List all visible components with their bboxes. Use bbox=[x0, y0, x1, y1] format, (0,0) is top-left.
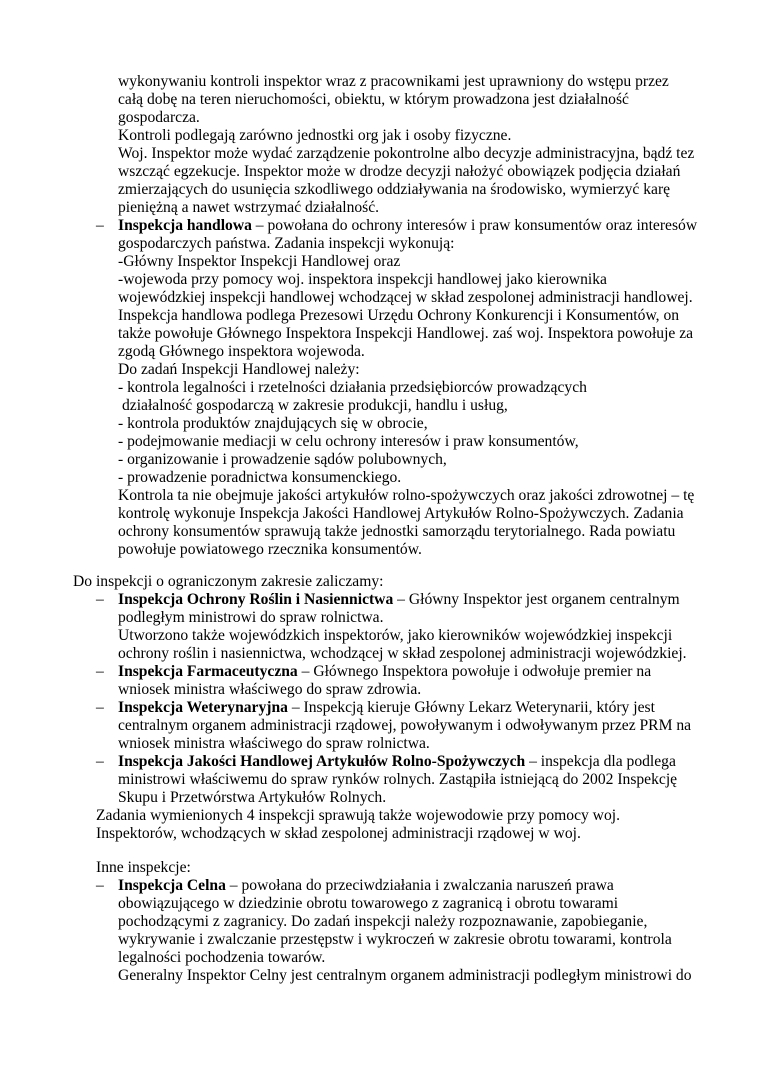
text-line: wszcząć egzekucje. Inspektor może w drodze decyzji nałożyć obowiązek podjęcia działań bbox=[118, 163, 681, 180]
text-run: – Głównego Inspektora powołuje i odwołuje premier na bbox=[301, 663, 652, 680]
text-line: wykonywaniu kontroli inspektor wraz z pracownikami jest uprawniony do wstępu przez bbox=[118, 73, 669, 90]
text-line: Kontrola ta nie obejmuje jakości artykułów rolno-spożywczych oraz jakości zdrowotnej – tę bbox=[118, 487, 695, 504]
text-line: kontrolę wykonuje Inspekcja Jakości Handlowej Artykułów Rolno-Spożywczych. Zadania bbox=[118, 505, 684, 522]
text-line: wniosek ministra właściwego do spraw rolnictwa. bbox=[118, 735, 430, 752]
text-line: Inspekcja handlowa podlega Prezesowi Urzędu Ochrony Konkurencji i Konsumentów, on bbox=[118, 307, 680, 324]
text-line: obowiązującego w dziedzinie obrotu towarowego z zagranicą i obrotu towarami bbox=[118, 895, 619, 912]
bold-term: Inspekcja Ochrony Roślin i Nasiennictwa bbox=[118, 591, 394, 608]
text-line: - podejmowanie mediacji w celu ochrony interesów i praw konsumentów, bbox=[118, 433, 579, 450]
text-line: - organizowanie i prowadzenie sądów polubownych, bbox=[118, 451, 447, 468]
list-bullet: – bbox=[96, 217, 104, 234]
list-bullet: – bbox=[96, 753, 104, 770]
text-line: wojewódzkiej inspekcji handlowej wchodzącej w skład zespolonej administracji handlowej. bbox=[118, 289, 693, 306]
list-item bbox=[118, 663, 651, 681]
list-item bbox=[118, 699, 655, 717]
text-line: powołuje powiatowego rzecznika konsumentów. bbox=[118, 541, 422, 558]
list-bullet: – bbox=[96, 699, 104, 716]
text-line: Woj. Inspektor może wydać zarządzenie pokontrolne albo decyzje administracyjna, bądź tez bbox=[118, 145, 695, 162]
text-line: centralnym organem administracji rządowej, powoływanym i odwoływanym przez PRM na bbox=[118, 717, 692, 734]
text-line: - prowadzenie poradnictwa konsumenckiego. bbox=[118, 469, 402, 486]
bold-term: Inspekcja Farmaceutyczna bbox=[118, 663, 298, 680]
list-bullet: – bbox=[96, 591, 104, 608]
section-heading: Do inspekcji o ograniczonym zakresie zaliczamy: bbox=[73, 573, 384, 590]
text-line: działalność gospodarczą w zakresie produkcji, handlu i usług, bbox=[122, 397, 508, 414]
text-line: - kontrola produktów znajdujących się w obrocie, bbox=[118, 415, 428, 432]
list-item bbox=[118, 591, 680, 609]
bold-term: Inspekcja handlowa bbox=[118, 217, 252, 234]
text-line: ministrowi właściwemu do spraw rynków rolnych. Zastąpiła istniejącą do 2002 Inspekcję bbox=[118, 771, 678, 788]
section-heading: Inne inspekcje: bbox=[96, 859, 191, 876]
text-run: – inspekcja dla podlega bbox=[529, 753, 676, 770]
text-line: Generalny Inspektor Celny jest centralnym organem administracji podległym ministrowi do bbox=[118, 967, 692, 984]
list-item bbox=[118, 877, 614, 895]
text-line: Do zadań Inspekcji Handlowej należy: bbox=[118, 361, 360, 378]
text-line: całą dobę na teren nieruchomości, obiektu, w którym prowadzona jest działalność bbox=[118, 91, 629, 108]
text-line: zgodą Głównego inspektora wojewoda. bbox=[118, 343, 365, 360]
text-line: Kontroli podlegają zarówno jednostki org jak i osoby fizyczne. bbox=[118, 127, 512, 144]
text-line: -Główny Inspektor Inspekcji Handlowej oraz bbox=[118, 253, 401, 270]
bold-term: Inspekcja Celna bbox=[118, 877, 226, 894]
text-line: - kontrola legalności i rzetelności działania przedsiębiorców prowadzących bbox=[118, 379, 587, 396]
text-line: gospodarczych państwa. Zadania inspekcji wykonują: bbox=[118, 235, 455, 252]
text-run: – Główny Inspektor jest organem centralnym bbox=[397, 591, 680, 608]
list-item bbox=[118, 217, 697, 235]
list-item bbox=[118, 753, 676, 771]
text-line: ochrony roślin i nasiennictwa, wchodzącej w skład zespolonej administracji wojewódzkiej. bbox=[118, 645, 687, 662]
list-bullet: – bbox=[96, 663, 104, 680]
text-line: Utworzono także wojewódzkich inspektorów, jako kierowników wojewódzkiej inspekcji bbox=[118, 627, 673, 644]
text-line: Inspektorów, wchodzących w skład zespolonej administracji rządowej w woj. bbox=[96, 825, 581, 842]
text-run: – powołana do przeciwdziałania i zwalczania naruszeń prawa bbox=[229, 877, 614, 894]
text-line: podległym ministrowi do spraw rolnictwa. bbox=[118, 609, 384, 626]
text-line: -wojewoda przy pomocy woj. inspektora inspekcji handlowej jako kierownika bbox=[118, 271, 607, 288]
text-line: ochrony konsumentów sprawują także jednostki samorządu terytorialnego. Rada powiatu bbox=[118, 523, 676, 540]
text-line: Skupu i Przetwórstwa Artykułów Rolnych. bbox=[118, 789, 387, 806]
list-bullet: – bbox=[96, 877, 104, 894]
text-line: Zadania wymienionych 4 inspekcji sprawują także wojewodowie przy pomocy woj. bbox=[96, 807, 620, 824]
text-run: – powołana do ochrony interesów i praw konsumentów oraz interesów bbox=[255, 217, 698, 234]
text-line: pochodzącymi z zagranicy. Do zadań inspekcji należy rozpoznawanie, zapobieganie, bbox=[118, 913, 648, 930]
text-line: zmierzających do usunięcia szkodliwego oddziaływania na środowisko, wymierzyć karę bbox=[118, 181, 671, 198]
text-line: także powołuje Głównego Inspektora Inspekcji Handlowej. zaś woj. Inspektora powołuje za bbox=[118, 325, 694, 342]
bold-term: Inspekcja Jakości Handlowej Artykułów Rolno-Spożywczych bbox=[118, 753, 526, 770]
text-line: wniosek ministra właściwego do spraw zdrowia. bbox=[118, 681, 422, 698]
text-line: legalności pochodzenia towarów. bbox=[118, 949, 326, 966]
text-line: gospodarcza. bbox=[118, 109, 200, 126]
text-line: pieniężną a nawet wstrzymać działalność. bbox=[118, 199, 380, 216]
bold-term: Inspekcja Weterynaryjna bbox=[118, 699, 288, 716]
text-line: wykrywanie i zwalczanie przestępstw i wykroczeń w zakresie obrotu towarami, kontrola bbox=[118, 931, 672, 948]
text-run: – Inspekcją kieruje Główny Lekarz Weterynarii, który jest bbox=[291, 699, 655, 716]
